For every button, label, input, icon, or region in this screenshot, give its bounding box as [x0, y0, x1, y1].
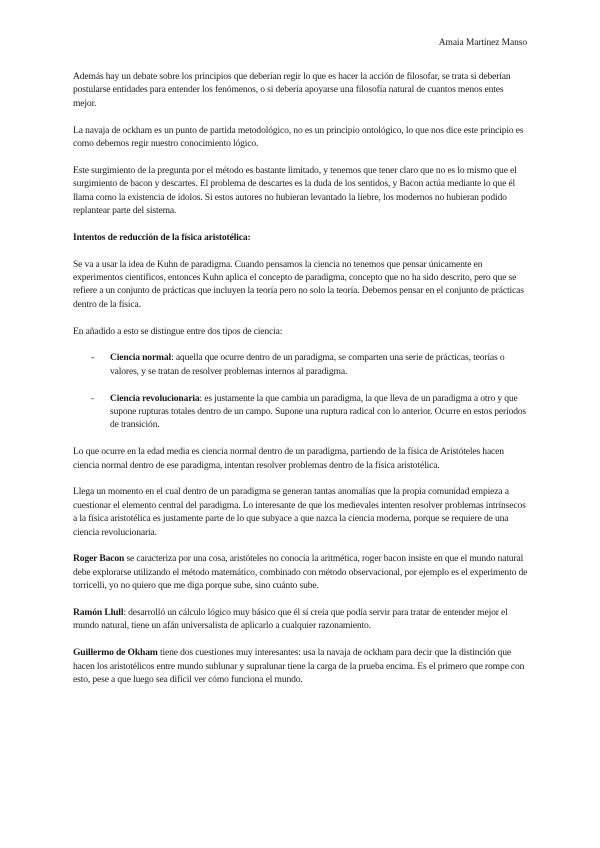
paragraph-roger-bacon: [73, 552, 528, 592]
author-text: se caracteriza por una cosa, aristóteles no conocía la aritmética, roger bacon insiste en que el mundo natural debe explorarse utilizando el método matemático, combinado con método observacional, por ejemplo es el experimento de torricelli, yo no quiero que me diga porque sube, sino cuánto sube.: [73, 553, 528, 592]
term-ciencia-normal: Ciencia normal: [110, 352, 172, 364]
term-definition: : aquella que ocurre dentro de un paradigma, se comparten una serie de prácticas, teorías o valores, y se tratan de resolver problemas internos al paradigma.: [110, 352, 505, 377]
author-header: Amaia Martínez Manso: [438, 38, 527, 48]
term-ciencia-revolucionaria: Ciencia revolucionaria: [110, 392, 200, 404]
paragraph-edad-media: Lo que ocurre en la edad media es ciencia normal dentro de un paradigma, partiendo de la física de Aristóteles hacen ciencia normal dentro de ese paradigma, intentan resolver problemas dentro de la física aristotélica.: [73, 446, 504, 471]
list-dash: -: [91, 392, 95, 404]
author-name: Ramón Llull: [73, 607, 124, 619]
paragraph-guillermo-okham: [73, 646, 528, 686]
paragraph-tipos-ciencia: En añadido a esto se distingue entre dos tipos de ciencia:: [73, 325, 283, 337]
science-types-list: [73, 351, 528, 431]
author-text: tiene dos cuestiones muy interesantes: usa la navaja de ockham para decir que la distinción que hacen los aristotélicos entre mundo sublunar y supralunar tiene la carga de la prueba encima. Es el primero que rompe con esto, pese a que luego sea difícil ver cómo funciona el mundo.: [73, 647, 525, 686]
section-heading: Intentos de reducción de la física aristotélica:: [73, 231, 251, 243]
paragraph-ramon-llull: [73, 606, 528, 633]
list-item: [73, 392, 528, 432]
list-dash: -: [91, 352, 95, 364]
author-text: : desarrolló un cálculo lógico muy básico que él sí creía que podía servir para tratar de entender mejor el mundo natural, tiene un afán universalista de aplicarlo a cualquier razonamiento.: [73, 607, 508, 632]
paragraph-debate: Además hay un debate sobre los principios que deberían regir lo que es hacer la acción de filosofar, se trata si deberían postularse entidades para entender los fenómenos, o si debería apoyarse una filosofía natural de cuantos menos entes mejor.: [73, 71, 511, 109]
paragraph-metodo: Este surgimiento de la pregunta por el método es bastante limitado, y tenemos que tener claro que no es lo mismo que el surgimiento de bacon y descartes. El problema de descartes es la duda de los sentidos, y Bacon actúa mediante lo que él llama como la existencia de ídolos. Si estos autores no hubieran levantado la liebre, los modernos no hubieran podido replantear parte del sistema.: [73, 164, 517, 217]
list-item: [73, 351, 528, 378]
document-body: [73, 70, 528, 700]
paragraph-navaja: La navaja de ockham es un punto de partida metodológico, no es un principio ontológico, lo que nos dice este principio es como debemos regir nuestro conocimiento lógico.: [73, 124, 524, 150]
author-name: Roger Bacon: [73, 553, 125, 565]
paragraph-anomalias: Llega un momento en el cual dentro de un paradigma se generan tantas anomalías que la propia comunidad empieza a cuestionar el elemento central del paradigma. Lo interesante de que los medievales intenten resolver problemas intrínsecos a la física aristotélica es justamente parte de lo que subyace a que nazca la ciencia moderna, porque se requiere de una ciencia revolucionaria.: [73, 486, 526, 538]
term-definition: : es justamente la que cambia un paradigma, la que lleva de un paradigma a otro y que supone rupturas totales dentro de un campo. Supone una ruptura radical con lo anterior. Ocurre en estos periodos de transición.: [110, 392, 527, 431]
paragraph-kuhn: Se va a usar la idea de Kuhn de paradigma. Cuando pensamos la ciencia no tenemos que pensar únicamente en experimentos científicos, entonces Kuhn aplica el concepto de paradigma, concepto que no ha sido descrito, pero que se refiere a un conjunto de prácticas que incluyen la teoría pero no solo la teoría. Debemos pensar en el conjunto de prácticas dentro de la física.: [73, 258, 524, 310]
author-name: Guillermo de Okham: [73, 647, 158, 659]
